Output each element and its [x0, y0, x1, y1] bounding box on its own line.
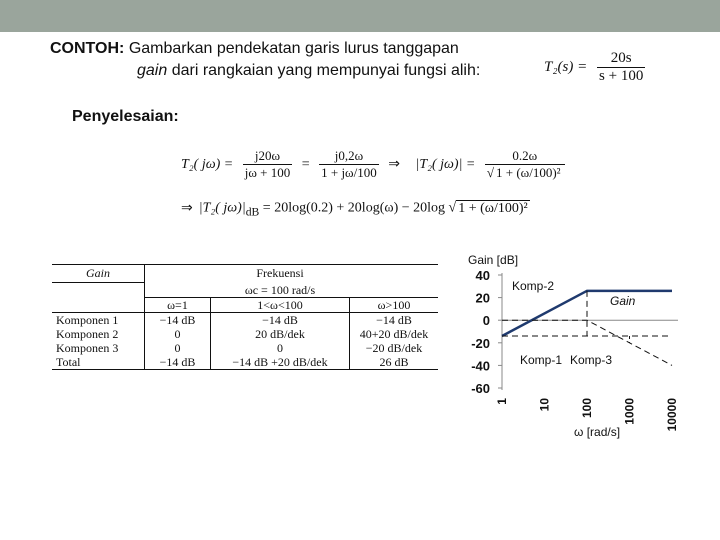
blank-cell — [52, 297, 145, 312]
example-line1: Gambarkan pendekatan garis lurus tanggapan — [128, 40, 459, 57]
top-bar — [0, 0, 720, 32]
tf-lhs: T₂(s) = — [544, 59, 588, 75]
eq2-sqrt-wrap: √ 1 + (ω/100)² — [448, 200, 528, 216]
eq2-lhs: |T₂( jω)| — [198, 200, 246, 216]
table-cell: 0 — [145, 327, 211, 341]
eq1-f3-den-sqrt: 1 + (ω/100)² — [496, 165, 561, 180]
eq1-magnitude: |T₂( jω)| = — [415, 156, 476, 172]
col-header-1: ω=1 — [145, 297, 211, 312]
implies-icon: ⇒ — [388, 157, 400, 172]
eq1-fraction-3 — [485, 148, 565, 181]
eq1-fraction-2 — [319, 148, 379, 181]
blank-cell — [52, 283, 145, 298]
eq2-sqrt: 1 + (ω/100)² — [458, 200, 528, 216]
table-row — [52, 312, 438, 327]
y-tick-label: 0 — [482, 313, 490, 329]
eq1-equals: = — [301, 156, 310, 172]
gain-word: gain — [137, 62, 168, 79]
row-label: Komponen 2 — [52, 327, 145, 341]
x-tick-label: 10000 — [665, 398, 679, 432]
annotation-gain: Gain — [610, 294, 636, 308]
header-blank — [145, 265, 211, 283]
solution-label: Penyelesaian: — [72, 108, 179, 125]
table-row — [52, 341, 438, 355]
gain-header: Gain — [52, 265, 145, 283]
implies-icon: ⇒ — [181, 201, 193, 216]
example-line2-rest: dari rangkaian yang mempunyai fungsi alih: — [167, 62, 481, 79]
table-cell: 0 — [145, 341, 211, 355]
table-cell: −14 dB — [376, 312, 412, 327]
table-row — [52, 327, 438, 341]
x-tick-label: 100 — [580, 398, 594, 419]
gain-table — [52, 264, 438, 370]
blank-cell — [145, 283, 211, 298]
example-title — [50, 40, 459, 58]
table-cell: −14 dB +20 dB/dek — [211, 355, 350, 370]
equation-2 — [175, 200, 530, 219]
table-cell: 20 dB/dek — [211, 327, 350, 341]
tf-fraction — [597, 50, 645, 85]
transfer-function — [538, 50, 645, 85]
example-line2 — [137, 62, 480, 80]
tf-numerator: 20s — [597, 50, 645, 68]
y-axis-title: Gain [dB] — [468, 253, 519, 267]
table-cell: 40+20 dB/dek — [359, 326, 429, 341]
col-header-2: 1<ω<100 — [211, 297, 350, 312]
table-row — [52, 355, 438, 370]
annotation-komp1: Komp-1 — [520, 353, 563, 367]
table-cell: 0 — [211, 341, 350, 355]
eq1-fraction-1 — [243, 148, 293, 181]
x-tick-label: 10 — [537, 398, 552, 412]
eq1-f1-den: jω + 100 — [244, 165, 291, 180]
gain-chart — [440, 250, 710, 450]
freq-header: Frekuensi — [211, 265, 350, 283]
row-label: Total — [52, 355, 145, 370]
wc-label: ωc = 100 rad/s — [244, 282, 316, 297]
y-tick-label: -20 — [471, 335, 490, 351]
y-tick-label: -60 — [471, 381, 490, 396]
x-tick-label: 1000 — [622, 398, 637, 425]
header-blank — [350, 265, 439, 283]
table-cell: −14 dB — [145, 312, 211, 327]
eq2-sub: dB — [245, 205, 260, 219]
eq1-f1-num: j20ω — [243, 148, 293, 165]
eq1-f2-num: j0,2ω — [319, 148, 379, 165]
table-cell: −20 dB/dek — [365, 340, 423, 355]
eq1-lhs: T₂( jω) = — [181, 156, 234, 172]
eq1-f3-num: 0.2ω — [485, 148, 565, 165]
tf-denominator: s + 100 — [599, 68, 644, 84]
table-cell: −14 dB — [211, 312, 350, 327]
y-tick-label: 20 — [475, 290, 490, 306]
y-tick-label: -40 — [471, 358, 490, 374]
example-label: CONTOH: — [50, 40, 125, 57]
annotation-komp3: Komp-3 — [570, 353, 613, 367]
annotation-komp2: Komp-2 — [512, 279, 555, 293]
blank-cell — [350, 283, 439, 298]
y-tick-label: 40 — [475, 268, 490, 283]
equation-1 — [175, 148, 565, 181]
col-header-3: ω>100 — [350, 297, 439, 312]
table-cell: 26 dB — [350, 355, 439, 370]
eq1-f3-den: √ 1 + (ω/100)² — [486, 165, 561, 180]
row-label: Komponen 1 — [52, 312, 145, 327]
eq1-f2-den: 1 + jω/100 — [321, 165, 377, 180]
x-axis-title: ω [rad/s] — [574, 425, 621, 439]
eq2-rhs: = 20log(0.2) + 20log(ω) − 20log — [262, 200, 446, 216]
table-cell: −14 dB — [145, 355, 211, 370]
row-label: Komponen 3 — [52, 341, 145, 355]
x-tick-label: 1 — [495, 398, 509, 405]
